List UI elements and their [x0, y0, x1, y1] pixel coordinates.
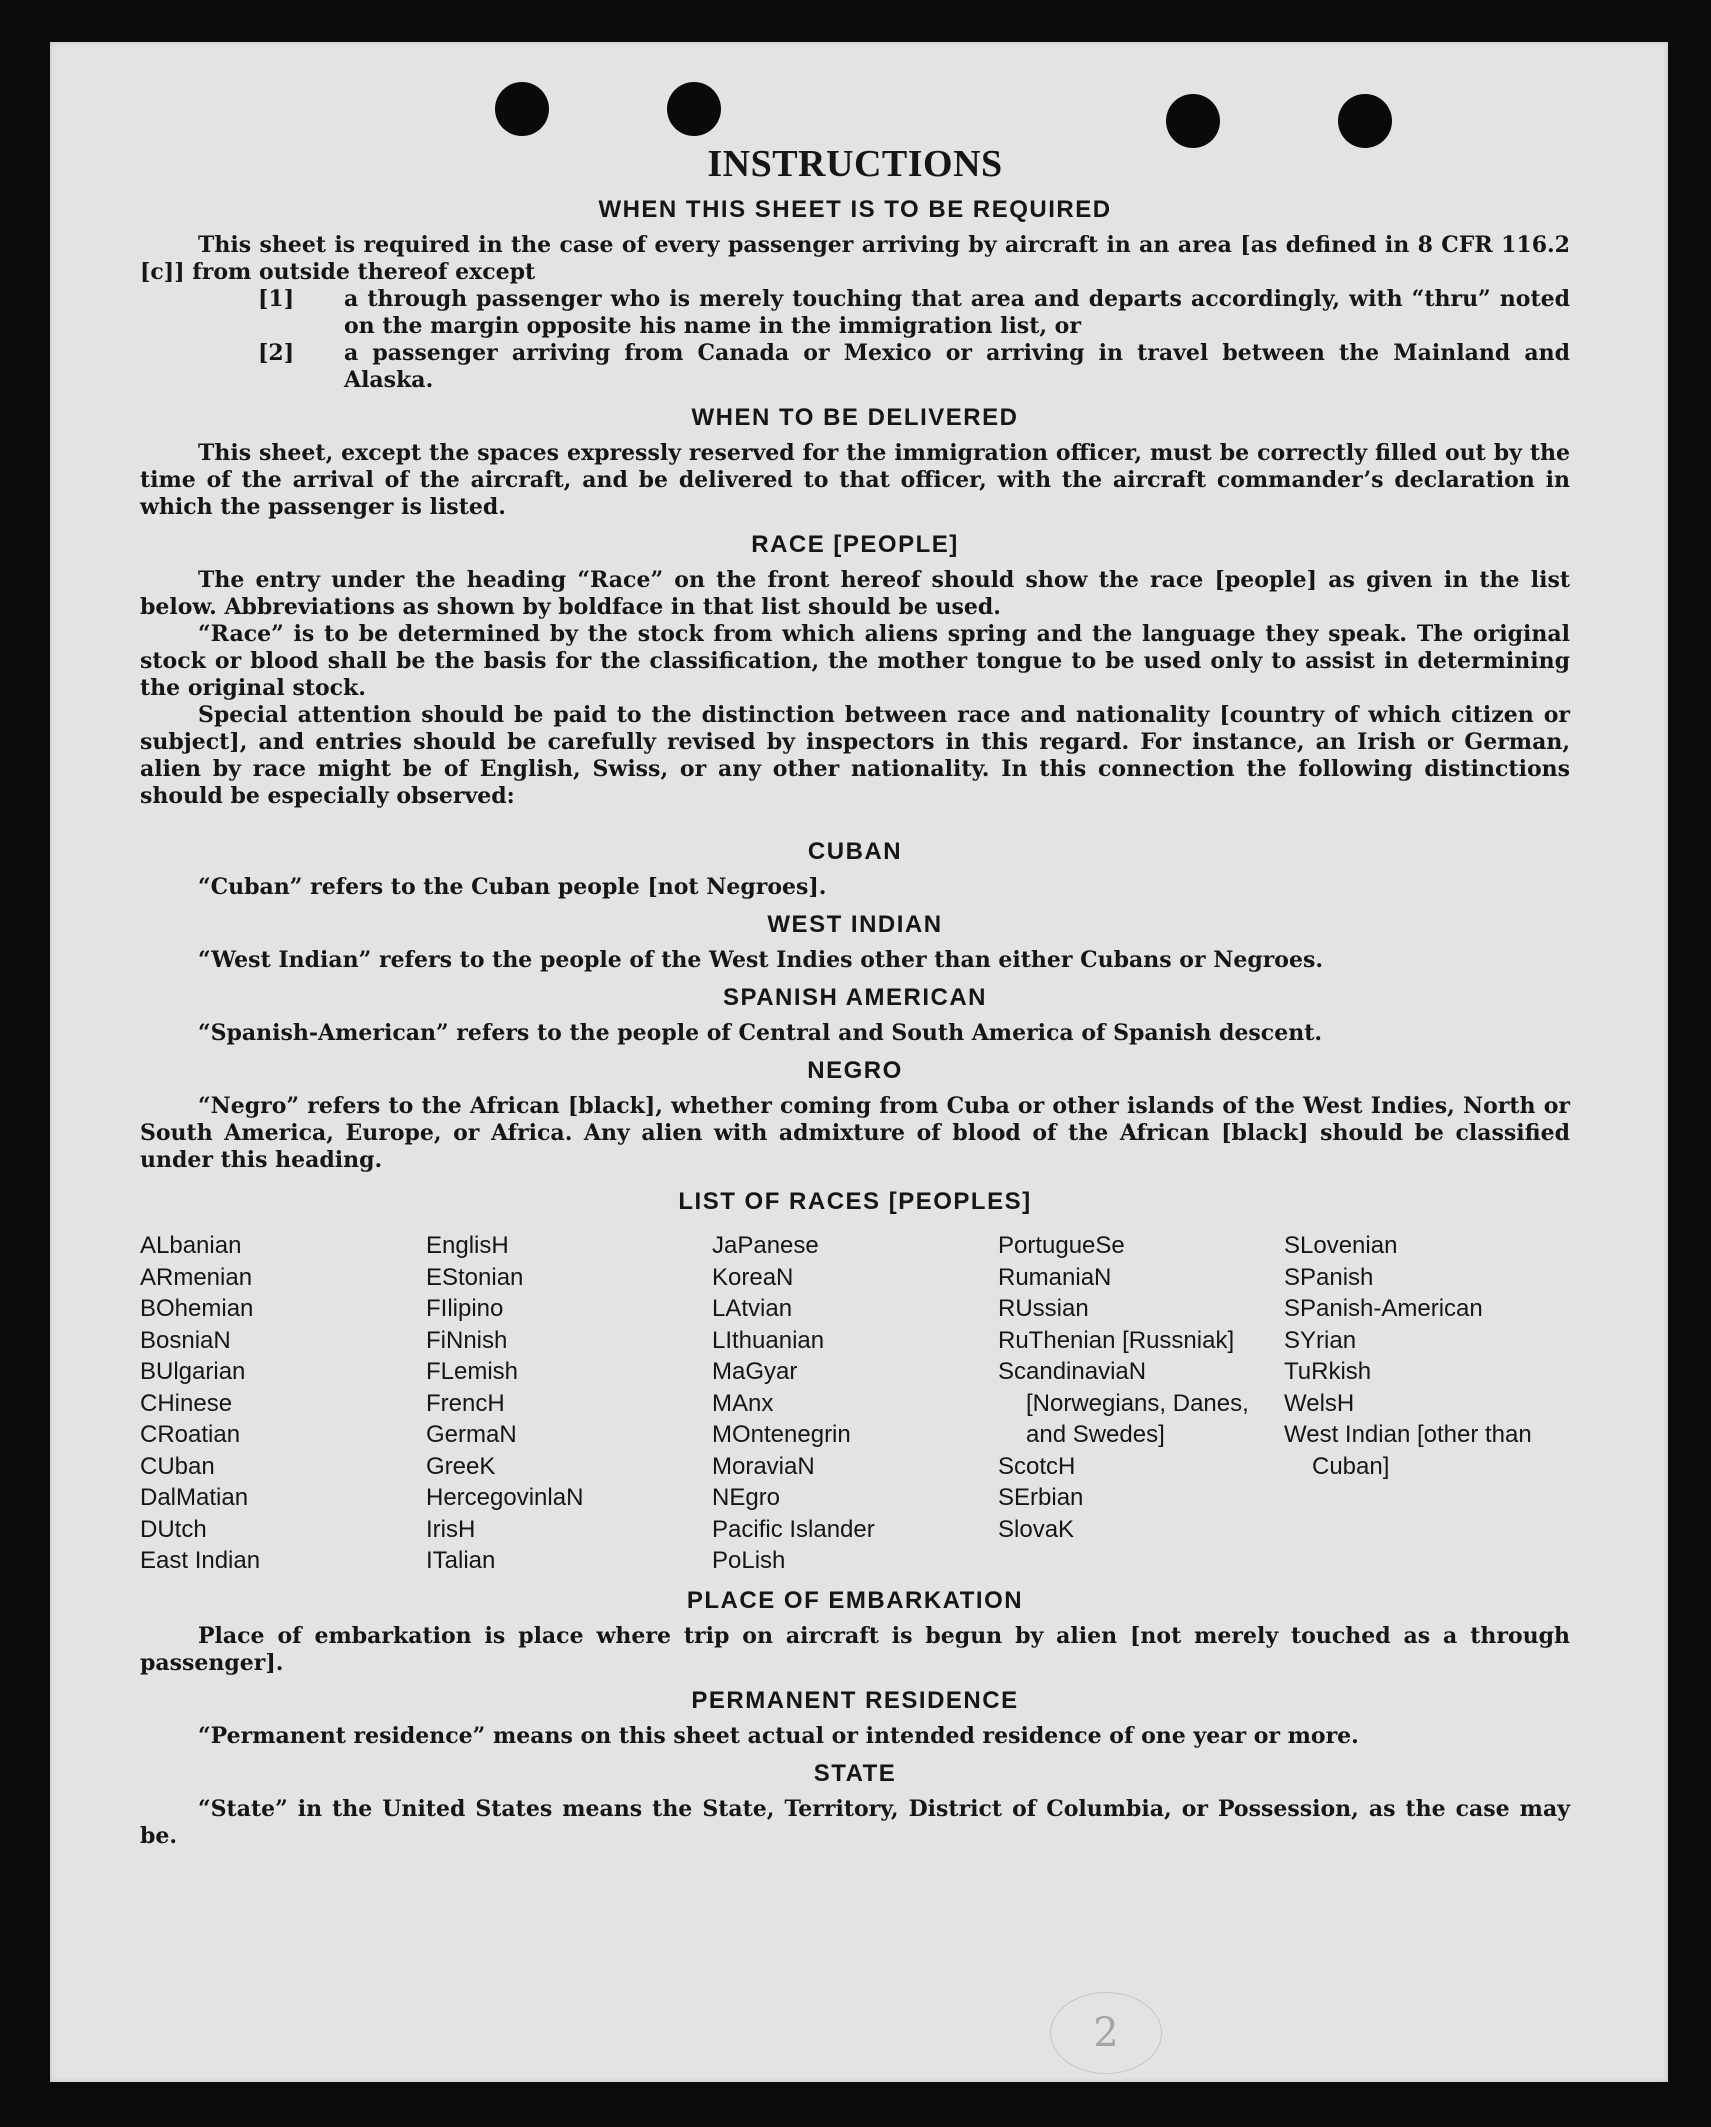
- section-heading-negro: NEGRO: [807, 1057, 903, 1084]
- races-column-1: [140, 1230, 426, 1577]
- race-item: ScandinaviaN [Norwegians, Danes, and Swedes]: [998, 1358, 1249, 1448]
- race-item: RUssian: [998, 1295, 1089, 1322]
- punch-hole: [667, 82, 721, 136]
- race-item: EStonian: [426, 1263, 524, 1291]
- races-column-4: [998, 1230, 1284, 1577]
- item-text: a passenger arriving from Canada or Mexico or arriving in travel between the Mainland and Alaska.: [344, 340, 1570, 393]
- section-heading-required: WHEN THIS SHEET IS TO BE REQUIRED: [598, 196, 1112, 223]
- race-paragraph-1: The entry under the heading “Race” on the front hereof should show the race [people] as given in the list below. Abbreviations as shown by boldface in that list should be used.: [140, 567, 1570, 620]
- race-item: SYrian: [1284, 1326, 1357, 1354]
- races-column-3: [712, 1230, 998, 1577]
- race-item: SPanish-American: [1284, 1295, 1483, 1322]
- race-paragraph-3: Special attention should be paid to the distinction between race and nationality [country of which citizen or subject], and entries should be carefully revised by inspectors in this regard. For instance, an Irish or German, alien by race might be of English, Swiss, or any other nationality. In this connection the following distinctions should be especially observed:: [140, 702, 1570, 809]
- race-item: West Indian [other than Cuban]: [1284, 1421, 1532, 1480]
- race-item: HercegovinlaN: [426, 1484, 584, 1511]
- race-item: PortugueSe: [998, 1232, 1125, 1259]
- race-item: PoLish: [712, 1547, 786, 1574]
- race-item: FiNnish: [426, 1326, 508, 1354]
- exception-item-1: [258, 286, 1570, 340]
- race-item: SlovaK: [998, 1515, 1075, 1543]
- section-heading-west-indian: WEST INDIAN: [767, 911, 943, 938]
- section-heading-cuban: CUBAN: [807, 838, 903, 865]
- race-item: SErbian: [998, 1484, 1084, 1511]
- document-sheet: [50, 42, 1668, 2082]
- page-title: INSTRUCTIONS: [707, 143, 1003, 185]
- page-number-stamp: 2: [1050, 1992, 1162, 2074]
- section-heading-list-of-races: LIST OF RACES [PEOPLES]: [678, 1188, 1032, 1215]
- required-intro: This sheet is required in the case of every passenger arriving by aircraft in an area [as defined in 8 CFR 116.2 [c]] from outside thereof except: [140, 232, 1570, 285]
- race-item: MaGyar: [712, 1358, 798, 1385]
- west-indian-text: “West Indian” refers to the people of the West Indies other than either Cubans or Negroes.: [198, 947, 1324, 973]
- race-item: DalMatian: [140, 1484, 249, 1511]
- section-heading-residence: PERMANENT RESIDENCE: [691, 1686, 1019, 1714]
- race-item: DUtch: [140, 1515, 207, 1543]
- race-item: Pacific Islander: [712, 1515, 875, 1543]
- race-item: CUban: [140, 1452, 215, 1480]
- race-item: RumaniaN: [998, 1263, 1112, 1291]
- cuban-text: “Cuban” refers to the Cuban people [not Negroes].: [198, 874, 827, 900]
- race-item: ARmenian: [140, 1263, 253, 1291]
- race-item: ScotcH: [998, 1452, 1076, 1480]
- race-item: JaPanese: [712, 1232, 819, 1259]
- race-paragraph-2: “Race” is to be determined by the stock from which aliens spring and the language they speak. The original stock or blood shall be the basis for the classification, the mother tongue to be used only to assist in determining the original stock.: [140, 621, 1570, 701]
- section-heading-spanish-american: SPANISH AMERICAN: [722, 984, 987, 1011]
- race-item: SLovenian: [1284, 1232, 1398, 1259]
- race-item: ITalian: [426, 1547, 496, 1574]
- race-item: WelsH: [1284, 1389, 1355, 1417]
- races-column-5: [1284, 1230, 1570, 1577]
- item-number: [1]: [258, 286, 295, 312]
- race-item: BOhemian: [140, 1295, 254, 1322]
- residence-text: “Permanent residence” means on this sheet actual or intended residence of one year or more.: [198, 1722, 1359, 1749]
- spanish-american-text: “Spanish-American” refers to the people of Central and South America of Spanish descent.: [198, 1020, 1323, 1046]
- race-item: MoraviaN: [712, 1452, 815, 1480]
- race-item: ALbanian: [140, 1232, 242, 1259]
- race-item: SPanish: [1284, 1263, 1374, 1291]
- race-item: MAnx: [712, 1389, 774, 1417]
- instructions-content: [140, 142, 1570, 1850]
- race-item: NEgro: [712, 1484, 781, 1511]
- races-list: [140, 1230, 1570, 1577]
- race-item: TuRkish: [1284, 1358, 1372, 1385]
- race-item: East Indian: [140, 1547, 261, 1574]
- race-item: RuThenian [Russniak]: [998, 1326, 1235, 1354]
- negro-text: “Negro” refers to the African [black], whether coming from Cuba or other islands of the West Indies, North or South America, Europe, or Africa. Any alien with admixture of blood of the African [black] should be classified under this heading.: [140, 1093, 1570, 1173]
- section-heading-delivered: WHEN TO BE DELIVERED: [691, 404, 1019, 431]
- race-item: LAtvian: [712, 1295, 793, 1322]
- state-text: “State” in the United States means the State, Territory, District of Columbia, or Possession, as the case may be.: [140, 1795, 1570, 1849]
- race-item: IrisH: [426, 1515, 476, 1543]
- race-item: BosniaN: [140, 1326, 231, 1354]
- race-item: BUlgarian: [140, 1358, 246, 1385]
- race-item: CRoatian: [140, 1421, 241, 1448]
- race-item: FIlipino: [426, 1295, 504, 1322]
- embarkation-text: Place of embarkation is place where trip on aircraft is begun by alien [not merely touched as a through passenger].: [140, 1622, 1570, 1676]
- race-item: GreeK: [426, 1452, 496, 1480]
- race-item: CHinese: [140, 1389, 233, 1417]
- races-column-2: [426, 1230, 712, 1577]
- race-item: EnglisH: [426, 1232, 509, 1259]
- race-item: MOntenegrin: [712, 1421, 851, 1448]
- item-number: [2]: [258, 340, 295, 366]
- exception-item-2: [258, 340, 1570, 394]
- race-item: GermaN: [426, 1421, 517, 1448]
- race-item: KoreaN: [712, 1263, 794, 1291]
- delivered-text: This sheet, except the spaces expressly reserved for the immigration officer, must be correctly filled out by the time of the arrival of the aircraft, and be delivered to that officer, with the aircraft commander’s declaration in which the passenger is listed.: [140, 440, 1570, 520]
- race-item: FrencH: [426, 1389, 505, 1417]
- section-heading-race: RACE [PEOPLE]: [751, 531, 959, 558]
- section-heading-embarkation: PLACE OF EMBARKATION: [686, 1586, 1024, 1614]
- section-heading-state: STATE: [813, 1759, 897, 1787]
- punch-hole: [1166, 94, 1220, 148]
- race-item: FLemish: [426, 1358, 519, 1385]
- item-text: a through passenger who is merely touching that area and departs accordingly, with “thru” noted on the margin opposite his name in the immigration list, or: [344, 286, 1570, 339]
- race-item: LIthuanian: [712, 1326, 825, 1354]
- punch-hole: [1338, 94, 1392, 148]
- punch-hole: [495, 82, 549, 136]
